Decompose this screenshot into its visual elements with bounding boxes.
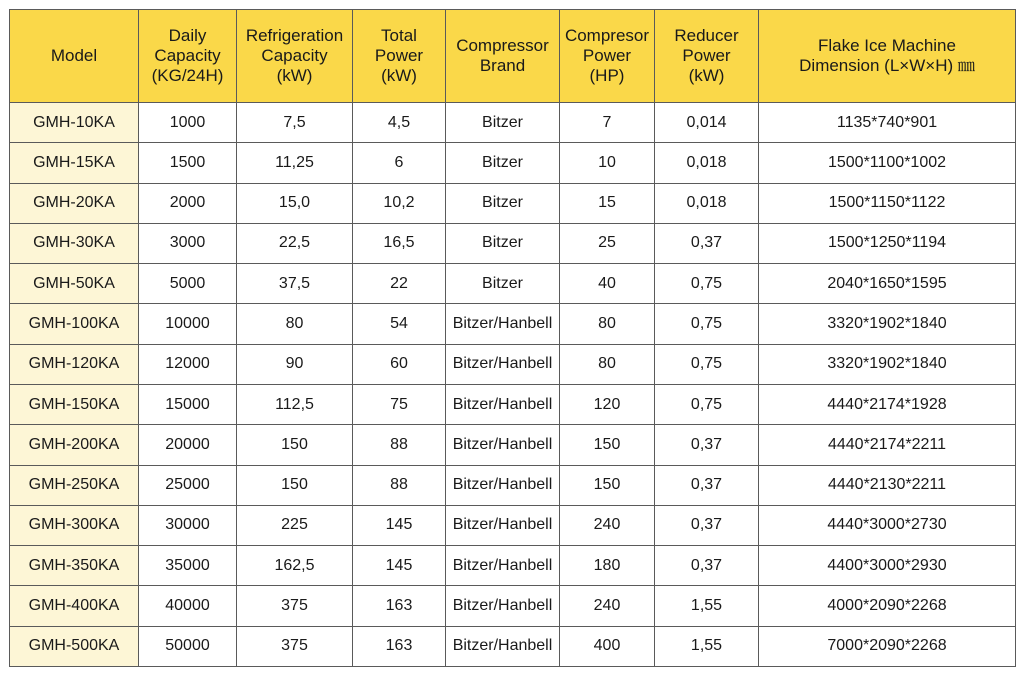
- cell-refrigeration-capacity: 225: [237, 505, 353, 545]
- cell-reducer-power: 0,37: [655, 223, 759, 263]
- cell-dimension: 4440*2174*2211: [759, 425, 1016, 465]
- cell-model: GMH-250KA: [10, 465, 139, 505]
- header-line: Power: [682, 46, 731, 65]
- cell-model: GMH-120KA: [10, 344, 139, 384]
- cell-refrigeration-capacity: 375: [237, 626, 353, 666]
- cell-compressor-brand: Bitzer: [446, 143, 560, 183]
- cell-dimension: 3320*1902*1840: [759, 344, 1016, 384]
- table-row: [10, 264, 1016, 304]
- header-line: (KG/24H): [151, 66, 224, 85]
- cell-reducer-power: 0,014: [655, 103, 759, 143]
- header-line: Flake Ice Machine: [818, 36, 956, 55]
- cell-refrigeration-capacity: 7,5: [237, 103, 353, 143]
- cell-compressor-power: 10: [560, 143, 655, 183]
- table-row: [10, 103, 1016, 143]
- cell-dimension: 4440*3000*2730: [759, 505, 1016, 545]
- header-line: Brand: [479, 56, 526, 75]
- cell-daily-capacity: 30000: [139, 505, 237, 545]
- cell-dimension: 1500*1150*1122: [759, 183, 1016, 223]
- cell-reducer-power: 0,75: [655, 264, 759, 304]
- cell-compressor-brand: Bitzer/Hanbell: [446, 626, 560, 666]
- cell-compressor-brand: Bitzer/Hanbell: [446, 505, 560, 545]
- cell-refrigeration-capacity: 150: [237, 465, 353, 505]
- cell-daily-capacity: 35000: [139, 546, 237, 586]
- header-refrigeration-capacity: [237, 10, 353, 103]
- cell-total-power: 54: [353, 304, 446, 344]
- cell-reducer-power: 0,37: [655, 465, 759, 505]
- header-line: Compressor: [456, 36, 549, 55]
- cell-compressor-brand: Bitzer: [446, 223, 560, 263]
- cell-compressor-power: 80: [560, 344, 655, 384]
- cell-daily-capacity: 3000: [139, 223, 237, 263]
- cell-total-power: 163: [353, 586, 446, 626]
- cell-daily-capacity: 12000: [139, 344, 237, 384]
- cell-total-power: 6: [353, 143, 446, 183]
- table-row: [10, 505, 1016, 545]
- header-dimension: [759, 10, 1016, 103]
- cell-model: GMH-100KA: [10, 304, 139, 344]
- cell-total-power: 4,5: [353, 103, 446, 143]
- cell-reducer-power: 0,018: [655, 183, 759, 223]
- cell-compressor-brand: Bitzer/Hanbell: [446, 384, 560, 424]
- cell-model: GMH-150KA: [10, 384, 139, 424]
- table-body: [10, 103, 1016, 667]
- cell-total-power: 75: [353, 384, 446, 424]
- table-row: [10, 384, 1016, 424]
- cell-compressor-power: 40: [560, 264, 655, 304]
- cell-total-power: 88: [353, 465, 446, 505]
- cell-refrigeration-capacity: 150: [237, 425, 353, 465]
- cell-total-power: 145: [353, 505, 446, 545]
- cell-model: GMH-10KA: [10, 103, 139, 143]
- header-line: (kW): [381, 66, 417, 85]
- table-row: [10, 586, 1016, 626]
- header-line: (kW): [688, 66, 725, 85]
- header-line: Compresor: [564, 26, 650, 45]
- cell-refrigeration-capacity: 11,25: [237, 143, 353, 183]
- header-compressor-brand: [446, 10, 560, 103]
- cell-reducer-power: 1,55: [655, 586, 759, 626]
- table-row: [10, 626, 1016, 666]
- cell-dimension: 4400*3000*2930: [759, 546, 1016, 586]
- cell-reducer-power: 1,55: [655, 626, 759, 666]
- cell-compressor-power: 15: [560, 183, 655, 223]
- header-line: Daily: [168, 26, 207, 45]
- table-row: [10, 465, 1016, 505]
- cell-dimension: 4440*2130*2211: [759, 465, 1016, 505]
- header-row: [10, 10, 1016, 103]
- cell-total-power: 16,5: [353, 223, 446, 263]
- cell-dimension: 1135*740*901: [759, 103, 1016, 143]
- cell-dimension: 1500*1100*1002: [759, 143, 1016, 183]
- cell-compressor-power: 80: [560, 304, 655, 344]
- cell-dimension: 1500*1250*1194: [759, 223, 1016, 263]
- cell-total-power: 145: [353, 546, 446, 586]
- cell-daily-capacity: 2000: [139, 183, 237, 223]
- cell-daily-capacity: 1000: [139, 103, 237, 143]
- cell-daily-capacity: 5000: [139, 264, 237, 304]
- cell-model: GMH-20KA: [10, 183, 139, 223]
- cell-model: GMH-200KA: [10, 425, 139, 465]
- cell-dimension: 7000*2090*2268: [759, 626, 1016, 666]
- cell-daily-capacity: 25000: [139, 465, 237, 505]
- cell-compressor-brand: Bitzer/Hanbell: [446, 546, 560, 586]
- cell-compressor-power: 7: [560, 103, 655, 143]
- cell-daily-capacity: 50000: [139, 626, 237, 666]
- header-reducer-power: [655, 10, 759, 103]
- cell-compressor-power: 240: [560, 586, 655, 626]
- cell-model: GMH-30KA: [10, 223, 139, 263]
- cell-reducer-power: 0,75: [655, 304, 759, 344]
- table-row: [10, 143, 1016, 183]
- table-row: [10, 425, 1016, 465]
- cell-reducer-power: 0,75: [655, 384, 759, 424]
- cell-compressor-power: 25: [560, 223, 655, 263]
- cell-model: GMH-350KA: [10, 546, 139, 586]
- cell-total-power: 88: [353, 425, 446, 465]
- header-line: (HP): [589, 66, 625, 85]
- cell-compressor-power: 240: [560, 505, 655, 545]
- header-daily-capacity: [139, 10, 237, 103]
- cell-reducer-power: 0,37: [655, 546, 759, 586]
- cell-compressor-brand: Bitzer: [446, 103, 560, 143]
- cell-daily-capacity: 10000: [139, 304, 237, 344]
- cell-refrigeration-capacity: 112,5: [237, 384, 353, 424]
- header-line: Model: [50, 46, 98, 65]
- header-line: Refrigeration: [245, 26, 344, 45]
- cell-dimension: 4440*2174*1928: [759, 384, 1016, 424]
- cell-refrigeration-capacity: 375: [237, 586, 353, 626]
- table-row: [10, 304, 1016, 344]
- cell-dimension: 3320*1902*1840: [759, 304, 1016, 344]
- header-compressor-power: [560, 10, 655, 103]
- cell-compressor-brand: Bitzer/Hanbell: [446, 425, 560, 465]
- cell-daily-capacity: 15000: [139, 384, 237, 424]
- cell-compressor-brand: Bitzer/Hanbell: [446, 344, 560, 384]
- cell-refrigeration-capacity: 90: [237, 344, 353, 384]
- header-line: Power: [582, 46, 632, 65]
- cell-refrigeration-capacity: 22,5: [237, 223, 353, 263]
- table-header: [10, 10, 1016, 103]
- header-model: [10, 10, 139, 103]
- cell-model: GMH-15KA: [10, 143, 139, 183]
- cell-compressor-power: 150: [560, 425, 655, 465]
- cell-refrigeration-capacity: 37,5: [237, 264, 353, 304]
- cell-dimension: 2040*1650*1595: [759, 264, 1016, 304]
- cell-model: GMH-400KA: [10, 586, 139, 626]
- header-line: Capacity: [261, 46, 328, 65]
- table-row: [10, 223, 1016, 263]
- cell-refrigeration-capacity: 15,0: [237, 183, 353, 223]
- cell-compressor-brand: Bitzer/Hanbell: [446, 465, 560, 505]
- table-row: [10, 546, 1016, 586]
- cell-model: GMH-300KA: [10, 505, 139, 545]
- header-total-power: [353, 10, 446, 103]
- cell-refrigeration-capacity: 162,5: [237, 546, 353, 586]
- cell-compressor-power: 400: [560, 626, 655, 666]
- cell-daily-capacity: 1500: [139, 143, 237, 183]
- cell-total-power: 60: [353, 344, 446, 384]
- cell-reducer-power: 0,37: [655, 425, 759, 465]
- cell-compressor-brand: Bitzer: [446, 264, 560, 304]
- header-line: Power: [374, 46, 424, 65]
- cell-compressor-power: 150: [560, 465, 655, 505]
- header-line: Total: [381, 26, 417, 45]
- cell-compressor-brand: Bitzer/Hanbell: [446, 304, 560, 344]
- cell-compressor-power: 180: [560, 546, 655, 586]
- cell-total-power: 22: [353, 264, 446, 304]
- table-row: [10, 344, 1016, 384]
- table-row: [10, 183, 1016, 223]
- cell-model: GMH-50KA: [10, 264, 139, 304]
- spec-table: [9, 9, 1016, 667]
- cell-compressor-brand: Bitzer: [446, 183, 560, 223]
- header-line: Reducer: [674, 26, 739, 45]
- cell-reducer-power: 0,75: [655, 344, 759, 384]
- header-line: Capacity: [154, 46, 221, 65]
- cell-refrigeration-capacity: 80: [237, 304, 353, 344]
- cell-compressor-brand: Bitzer/Hanbell: [446, 586, 560, 626]
- header-line: (kW): [276, 66, 313, 85]
- cell-model: GMH-500KA: [10, 626, 139, 666]
- cell-total-power: 163: [353, 626, 446, 666]
- cell-reducer-power: 0,37: [655, 505, 759, 545]
- cell-total-power: 10,2: [353, 183, 446, 223]
- header-line: Dimension (L×W×H) ㎜: [799, 56, 975, 75]
- cell-reducer-power: 0,018: [655, 143, 759, 183]
- cell-daily-capacity: 20000: [139, 425, 237, 465]
- cell-daily-capacity: 40000: [139, 586, 237, 626]
- cell-dimension: 4000*2090*2268: [759, 586, 1016, 626]
- cell-compressor-power: 120: [560, 384, 655, 424]
